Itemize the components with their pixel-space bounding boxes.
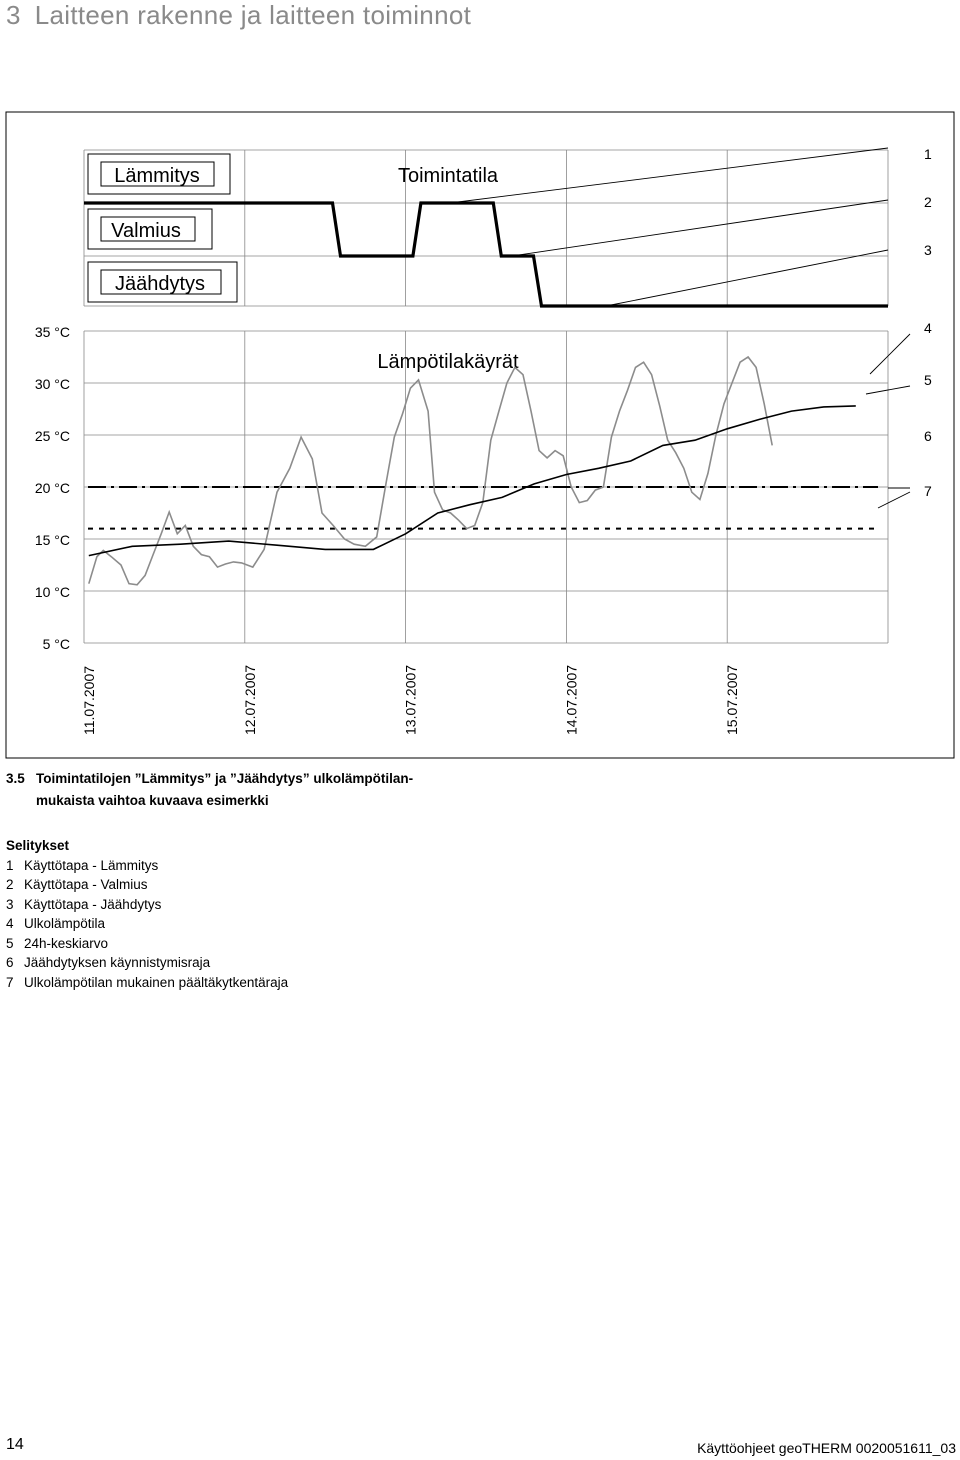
mode-label-standby	[88, 209, 212, 249]
caption-line2: mukaista vaihtoa kuvaava esimerkki	[36, 793, 269, 808]
callout-5: 5	[924, 372, 932, 388]
x-tick-label: 12.07.2007	[241, 664, 258, 735]
figure-caption	[6, 768, 526, 812]
leader-3	[606, 250, 888, 306]
x-tick-label: 13.07.2007	[402, 664, 419, 735]
legend	[6, 836, 288, 992]
y-tick-label: 10 °C	[34, 584, 70, 600]
legend-item: 3 Käyttötapa - Jäähdytys	[6, 896, 162, 912]
leader-2	[512, 200, 888, 256]
y-tick-label: 35 °C	[34, 324, 70, 340]
x-tick-label: 11.07.2007	[81, 665, 97, 735]
callout-7: 7	[924, 483, 932, 499]
leader-1	[450, 148, 888, 203]
mode-label-standby-text: Valmius	[111, 220, 181, 242]
y-tick-label: 15 °C	[34, 532, 70, 548]
callout-6: 6	[924, 428, 932, 444]
caption-line1: Toimintatilojen ”Lämmitys” ja ”Jäähdytys” ulkolämpötilan-	[36, 771, 414, 786]
mode-label-heating-text: Lämmitys	[114, 165, 200, 187]
document-reference: Käyttöohjeet geoTHERM 0020051611_03	[697, 1440, 956, 1456]
mode-panel-title: Toimintatila	[397, 165, 499, 187]
legend-item: 4 Ulkolämpötila	[6, 916, 106, 931]
legend-title: Selitykset	[6, 838, 70, 853]
mode-label-heating	[88, 154, 230, 194]
average24h-line	[89, 406, 856, 556]
y-tick-label: 20 °C	[34, 480, 70, 496]
callout-1: 1	[924, 146, 932, 162]
legend-item: 7 Ulkolämpötilan mukainen päältäkytkentäraja	[6, 974, 289, 990]
legend-item: 5 24h-keskiarvo	[6, 935, 109, 951]
legend-item: 2 Käyttötapa - Valmius	[6, 877, 148, 892]
y-tick-label: 25 °C	[34, 428, 70, 444]
x-axis-ticks	[81, 665, 740, 735]
x-tick-label: 14.07.2007	[563, 664, 580, 735]
y-axis-ticks	[35, 324, 70, 652]
mode-label-cooling-text: Jäähdytys	[114, 273, 206, 295]
section-title: Laitteen rakenne ja laitteen toiminnot	[34, 0, 472, 30]
legend-item: 6 Jäähdytyksen käynnistymisraja	[6, 955, 211, 970]
outdoor-temperature-line	[89, 357, 772, 585]
leader-7	[878, 492, 910, 508]
temperature-panel-title: Lämpötilakäyrät	[377, 351, 519, 373]
caption-number: 3.5	[6, 771, 25, 786]
y-tick-label: 30 °C	[34, 376, 70, 392]
callout-leaders	[450, 148, 910, 508]
page-number: 14	[6, 1436, 24, 1453]
x-tick-label: 15.07.2007	[724, 664, 741, 735]
callout-2: 2	[924, 194, 932, 210]
callout-3: 3	[924, 242, 932, 258]
section-number: 3	[6, 0, 21, 30]
callout-numbers	[924, 146, 932, 499]
mode-label-cooling	[88, 262, 237, 302]
legend-item: 1 Käyttötapa - Lämmitys	[6, 857, 159, 873]
callout-4: 4	[924, 320, 932, 336]
y-tick-label: 5 °C	[42, 636, 70, 652]
leader-4	[870, 334, 910, 374]
